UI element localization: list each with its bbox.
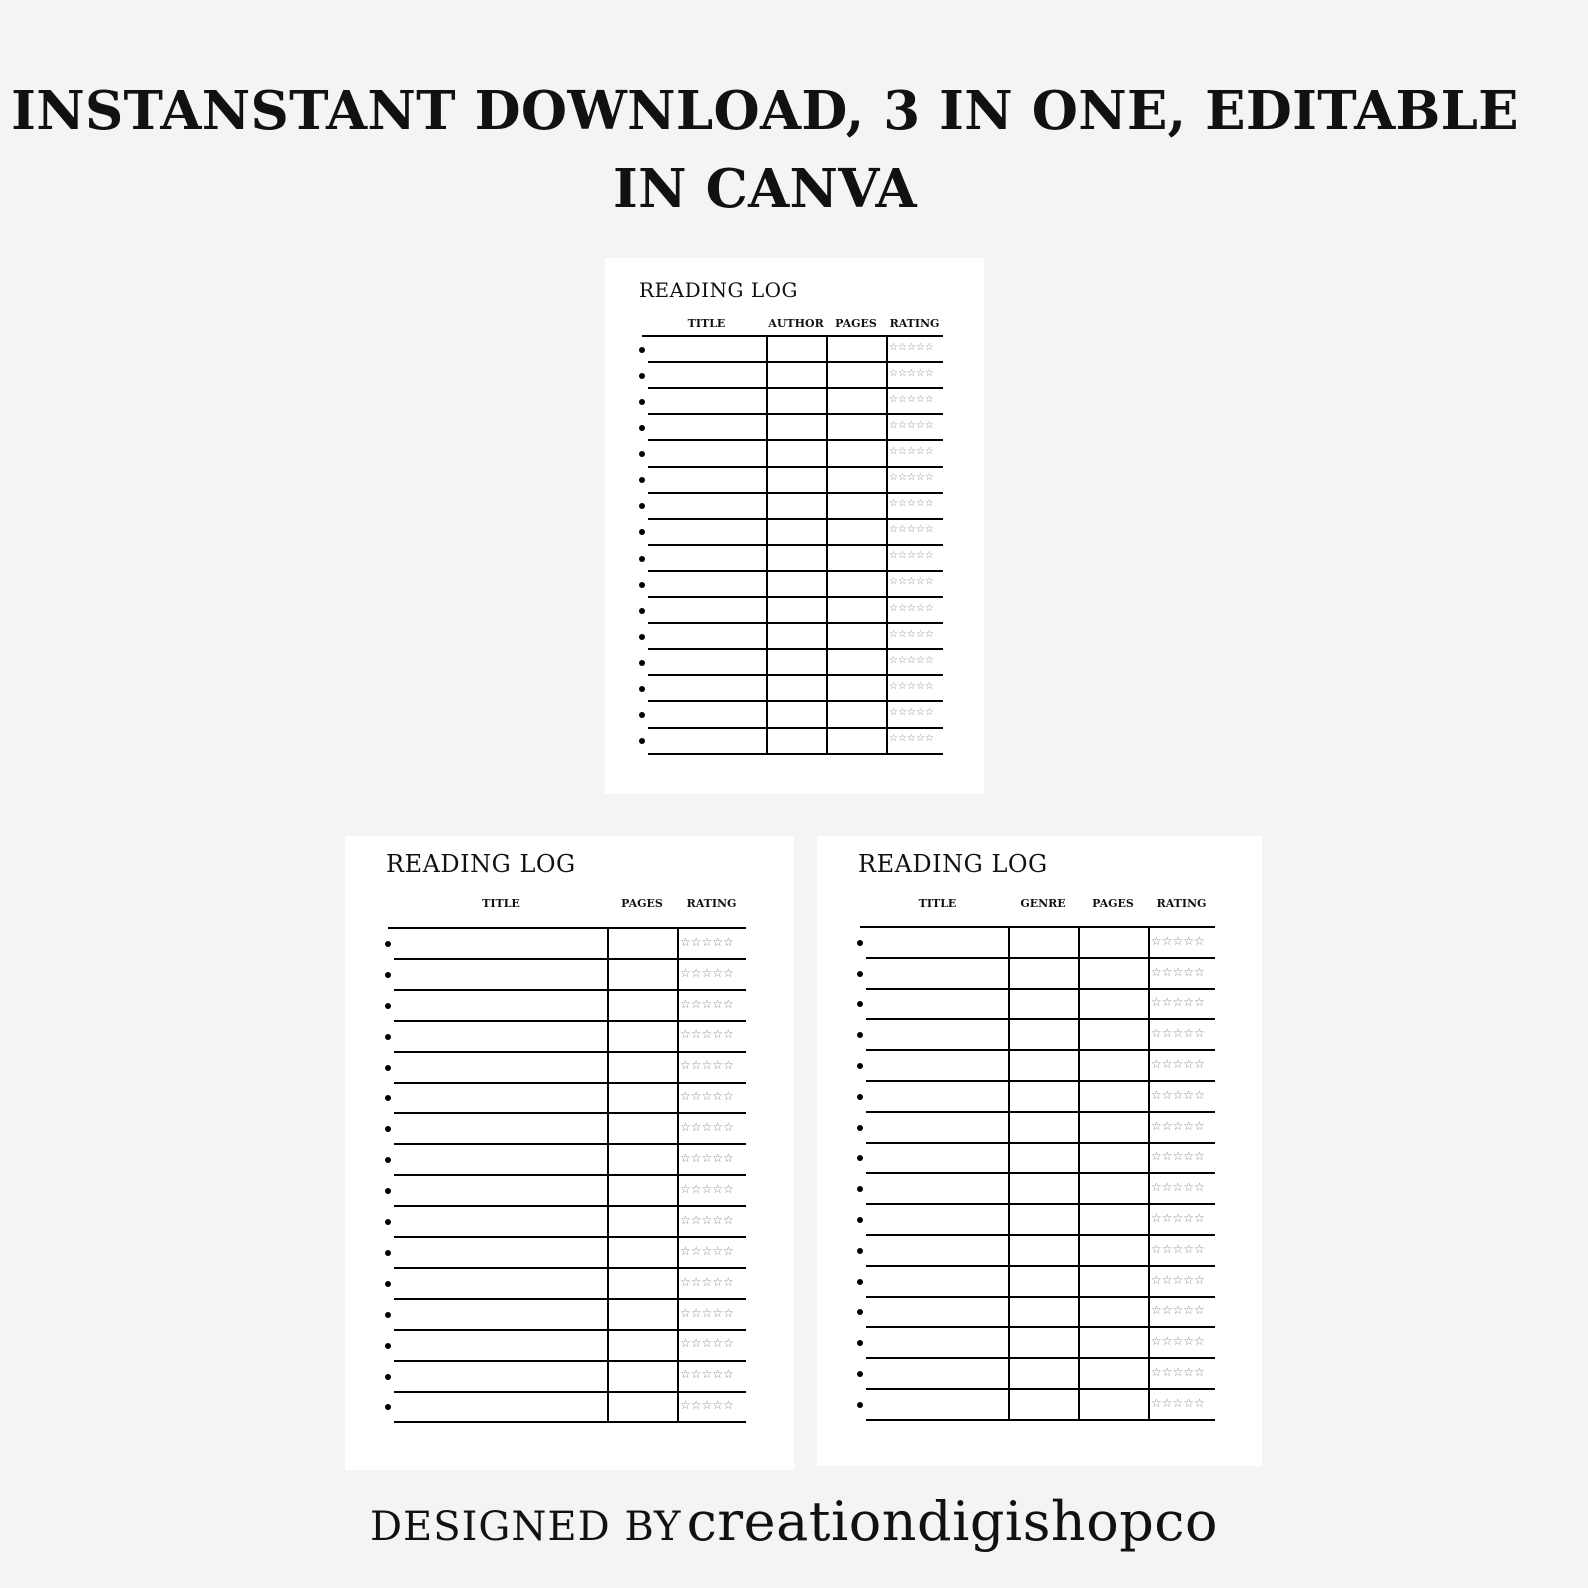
reading-log-sheet-basic [345,836,794,1470]
row-rule [648,700,943,702]
row-bullet [639,738,645,744]
footer-lead: DESIGNED BY [369,1504,682,1550]
rating-stars[interactable]: ☆☆☆☆☆ [1151,1210,1205,1225]
rating-stars[interactable]: ☆☆☆☆☆ [889,393,934,405]
column-header-title: TITLE [687,317,726,330]
row-bullet [385,1188,391,1194]
rating-stars[interactable]: ☆☆☆☆☆ [680,1151,734,1166]
row-rule [648,674,943,676]
column-divider [1148,926,1150,1419]
column-divider [1008,926,1010,1419]
row-rule [648,387,943,389]
row-rule [394,989,746,991]
rating-stars[interactable]: ☆☆☆☆☆ [889,472,934,484]
row-bullet [857,1279,863,1285]
row-bullet [385,1065,391,1071]
table-top-rule [642,335,943,337]
row-bullet [857,1309,863,1315]
row-bullet [639,686,645,692]
rating-stars[interactable]: ☆☆☆☆☆ [889,341,934,353]
rating-stars[interactable]: ☆☆☆☆☆ [1151,1334,1205,1349]
rating-stars[interactable]: ☆☆☆☆☆ [680,1058,734,1073]
rating-stars[interactable]: ☆☆☆☆☆ [889,550,934,562]
row-rule [866,1419,1215,1421]
column-header-rating: RATING [686,897,737,910]
row-rule [394,1421,746,1423]
row-rule [394,1298,746,1300]
row-rule [866,1234,1215,1236]
rating-stars[interactable]: ☆☆☆☆☆ [889,524,934,536]
rating-stars[interactable]: ☆☆☆☆☆ [1151,1364,1205,1379]
row-rule [866,1296,1215,1298]
row-rule [866,1080,1215,1082]
row-rule [866,957,1215,959]
row-bullet [857,1063,863,1069]
rating-stars[interactable]: ☆☆☆☆☆ [1151,1272,1205,1287]
row-rule [394,1329,746,1331]
row-rule [648,596,943,598]
row-bullet [385,1250,391,1256]
rating-stars[interactable]: ☆☆☆☆☆ [889,576,934,588]
rating-stars[interactable]: ☆☆☆☆☆ [889,654,934,666]
row-rule [866,1018,1215,1020]
row-bullet [385,972,391,978]
rating-stars[interactable]: ☆☆☆☆☆ [680,996,734,1011]
row-bullet [639,373,645,379]
row-bullet [639,347,645,353]
row-rule [394,1174,746,1176]
row-rule [648,727,943,729]
row-rule [648,570,943,572]
column-header-rating: RATING [1156,897,1207,910]
rating-stars[interactable]: ☆☆☆☆☆ [680,934,734,949]
rating-stars[interactable]: ☆☆☆☆☆ [1151,1149,1205,1164]
column-divider [826,335,828,753]
table-top-rule [860,926,1215,928]
row-rule [394,1391,746,1393]
row-rule [394,1205,746,1207]
rating-stars[interactable]: ☆☆☆☆☆ [1151,1026,1205,1041]
row-bullet [639,660,645,666]
row-rule [866,1265,1215,1267]
column-divider [766,335,768,753]
row-bullet [639,556,645,562]
rating-stars[interactable]: ☆☆☆☆☆ [889,602,934,614]
row-bullet [639,425,645,431]
sheet-title: READING LOG [386,850,576,878]
row-rule [648,466,943,468]
rating-stars[interactable]: ☆☆☆☆☆ [889,706,934,718]
rating-stars[interactable]: ☆☆☆☆☆ [1151,1056,1205,1071]
column-header-title: TITLE [918,897,957,910]
row-bullet [385,1219,391,1225]
rating-stars[interactable]: ☆☆☆☆☆ [680,1243,734,1258]
row-bullet [857,1094,863,1100]
rating-stars[interactable]: ☆☆☆☆☆ [680,965,734,980]
row-bullet [385,1312,391,1318]
column-header-author: AUTHOR [768,317,824,330]
row-rule [866,1172,1215,1174]
rating-stars[interactable]: ☆☆☆☆☆ [1151,1303,1205,1318]
reading-log-sheet-genre [817,836,1262,1466]
rating-stars[interactable]: ☆☆☆☆☆ [1151,995,1205,1010]
row-rule [648,361,943,363]
sheet-title: READING LOG [639,278,799,302]
rating-stars[interactable]: ☆☆☆☆☆ [680,1089,734,1104]
row-rule [648,492,943,494]
rating-stars[interactable]: ☆☆☆☆☆ [680,1181,734,1196]
reading-log-sheet-author [605,258,984,794]
row-bullet [385,1404,391,1410]
row-bullet [857,1371,863,1377]
row-rule [394,1082,746,1084]
row-bullet [639,399,645,405]
rating-stars[interactable]: ☆☆☆☆☆ [1151,1118,1205,1133]
row-bullet [639,503,645,509]
column-divider [677,927,679,1421]
sheet-title: READING LOG [858,850,1048,878]
row-rule [648,622,943,624]
row-rule [394,1020,746,1022]
row-bullet [385,1034,391,1040]
column-header-genre: GENRE [1020,897,1066,910]
rating-stars[interactable]: ☆☆☆☆☆ [889,733,934,745]
row-bullet [857,1155,863,1161]
column-divider [607,927,609,1421]
rating-stars[interactable]: ☆☆☆☆☆ [1151,964,1205,979]
row-bullet [857,1402,863,1408]
row-bullet [639,712,645,718]
row-rule [866,1049,1215,1051]
rating-stars[interactable]: ☆☆☆☆☆ [680,1120,734,1135]
column-header-rating: RATING [889,317,940,330]
row-bullet [639,451,645,457]
row-rule [648,753,943,755]
row-bullet [857,1248,863,1254]
rating-stars[interactable]: ☆☆☆☆☆ [889,419,934,431]
row-bullet [857,1032,863,1038]
row-rule [648,439,943,441]
rating-stars[interactable]: ☆☆☆☆☆ [1151,1180,1205,1195]
column-header-pages: PAGES [621,897,663,910]
row-bullet [385,1095,391,1101]
column-divider [886,335,888,753]
row-rule [866,1388,1215,1390]
row-bullet [857,1340,863,1346]
row-bullet [639,477,645,483]
row-bullet [857,1125,863,1131]
row-rule [648,648,943,650]
row-bullet [385,1281,391,1287]
row-bullet [639,529,645,535]
column-header-pages: PAGES [835,317,877,330]
row-bullet [385,1003,391,1009]
headline: INSTANSTANT DOWNLOAD, 3 IN ONE, EDITABLE IN CANVA [11,80,1519,220]
row-rule [866,1357,1215,1359]
row-bullet [857,1217,863,1223]
row-rule [394,1236,746,1238]
row-rule [394,1267,746,1269]
row-rule [648,544,943,546]
row-bullet [385,1157,391,1163]
row-rule [394,958,746,960]
footer-brand: creationdigishopco [686,1490,1219,1553]
rating-stars[interactable]: ☆☆☆☆☆ [680,1367,734,1382]
row-rule [394,1112,746,1114]
column-divider [1078,926,1080,1419]
row-rule [648,518,943,520]
row-bullet [857,1001,863,1007]
rating-stars[interactable]: ☆☆☆☆☆ [889,628,934,640]
row-bullet [857,1186,863,1192]
rating-stars[interactable]: ☆☆☆☆☆ [889,367,934,379]
rating-stars[interactable]: ☆☆☆☆☆ [680,1274,734,1289]
rating-stars[interactable]: ☆☆☆☆☆ [680,1305,734,1320]
row-rule [866,1203,1215,1205]
rating-stars[interactable]: ☆☆☆☆☆ [680,1398,734,1413]
rating-stars[interactable]: ☆☆☆☆☆ [1151,1241,1205,1256]
row-bullet [639,582,645,588]
row-bullet [385,1374,391,1380]
row-rule [648,413,943,415]
row-bullet [385,941,391,947]
row-rule [866,1111,1215,1113]
column-header-pages: PAGES [1092,897,1134,910]
rating-stars[interactable]: ☆☆☆☆☆ [680,1027,734,1042]
rating-stars[interactable]: ☆☆☆☆☆ [1151,1087,1205,1102]
row-rule [394,1143,746,1145]
rating-stars[interactable]: ☆☆☆☆☆ [680,1336,734,1351]
row-rule [394,1051,746,1053]
rating-stars[interactable]: ☆☆☆☆☆ [1151,1395,1205,1410]
row-rule [866,988,1215,990]
row-bullet [385,1343,391,1349]
row-bullet [639,634,645,640]
table-top-rule [388,927,746,929]
row-bullet [385,1126,391,1132]
row-rule [866,1326,1215,1328]
rating-stars[interactable]: ☆☆☆☆☆ [889,680,934,692]
rating-stars[interactable]: ☆☆☆☆☆ [1151,933,1205,948]
rating-stars[interactable]: ☆☆☆☆☆ [889,445,934,457]
row-bullet [857,971,863,977]
row-rule [866,1142,1215,1144]
rating-stars[interactable]: ☆☆☆☆☆ [889,498,934,510]
row-rule [394,1360,746,1362]
row-bullet [639,608,645,614]
column-header-title: TITLE [482,897,520,910]
row-bullet [857,940,863,946]
rating-stars[interactable]: ☆☆☆☆☆ [680,1212,734,1227]
footer [0,1490,1588,1553]
